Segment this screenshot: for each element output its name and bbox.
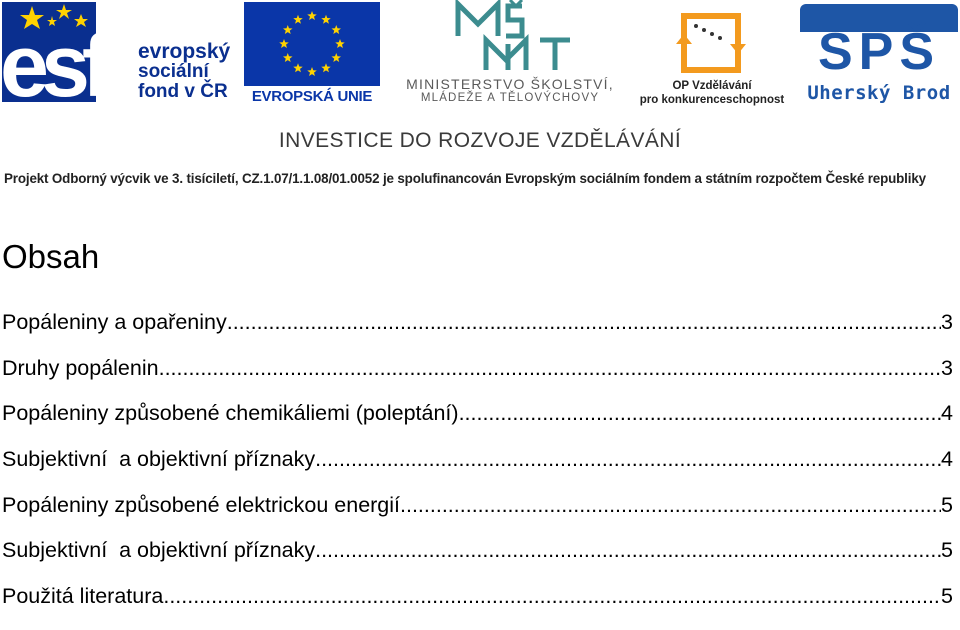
eu-star-icon (279, 39, 289, 48)
toc-entry[interactable] (2, 310, 953, 356)
toc-entry-page: 3 (941, 355, 953, 380)
toc-list (2, 310, 953, 630)
toc-entry-page: 4 (941, 401, 953, 426)
eu-star-icon (335, 39, 345, 48)
esf-text (138, 42, 240, 102)
op-line1: OP Vzdělávání (672, 80, 752, 92)
toc-entry-label: Popáleniny a opařeniny (2, 310, 227, 334)
toc-entry-label: Subjektivní a objektivní příznaky (2, 447, 316, 472)
toc-leader (315, 538, 941, 563)
toc-entry-page: 3 (941, 310, 953, 334)
toc-entry[interactable] (2, 493, 953, 539)
esf-line: sociální (138, 61, 209, 82)
eu-star-icon (331, 25, 341, 34)
sps-logo (800, 0, 958, 108)
toc-leader (227, 310, 941, 335)
toc-leader (459, 401, 941, 426)
eu-star-icon (293, 15, 303, 24)
toc-entry-label: Popáleniny způsobené elektrickou energií (2, 492, 401, 517)
toc-entry-page: 5 (941, 584, 953, 609)
toc-title: Obsah (2, 238, 100, 275)
toc-entry-page: 4 (941, 447, 953, 472)
toc-entry-label: Použitá literatura (2, 584, 164, 609)
eu-logo (244, 2, 380, 106)
eu-star-icon (283, 53, 293, 62)
toc-entry-page: 5 (941, 492, 953, 517)
op-arrows-icon (676, 6, 746, 82)
toc-entry[interactable] (2, 447, 953, 493)
op-line2: pro konkurenceschopnost (639, 94, 785, 106)
eu-star-icon (321, 15, 331, 24)
toc-entry[interactable] (2, 538, 953, 584)
eu-star-icon (283, 25, 293, 34)
eu-caption: EVROPSKÁ UNIE (251, 88, 373, 105)
eu-star-icon (293, 63, 303, 72)
eu-star-icon (331, 53, 341, 62)
eu-flag (244, 2, 380, 86)
toc-entry[interactable] (2, 401, 953, 447)
msmt-logo (390, 0, 630, 108)
toc-entry[interactable] (2, 584, 953, 630)
sps-letters: SPŠ (817, 23, 941, 81)
eu-star-icon (307, 11, 317, 20)
esf-big-text: esf (0, 16, 104, 115)
esf-line: evropský (138, 40, 231, 63)
eu-star-icon (307, 67, 317, 76)
esf-line: fond v ČR (138, 81, 228, 102)
msmt-line2: MLÁDEŽE A TĚLOVÝCHOVY (420, 92, 600, 104)
msmt-line1: MINISTERSTVO ŠKOLSTVÍ, (406, 76, 614, 92)
toc-entry-label: Popáleniny způsobené chemikáliemi (poleptání) (2, 401, 459, 426)
esf-mark (0, 16, 104, 115)
toc-entry-page: 5 (941, 538, 953, 563)
esf-logo (0, 0, 240, 115)
sps-city: Uherský Brod (807, 82, 951, 104)
project-statement: Projekt Odborný výcvik ve 3. tisíciletí, CZ.1.07/1.1.08/01.0052 je spolufinancován Evropským sociálním fondem a státním rozpočtem České republiky (4, 171, 926, 186)
toc-leader (315, 447, 941, 472)
investice-heading: INVESTICE DO ROZVOJE VZDĚLÁVÁNÍ (278, 129, 682, 152)
toc-entry-label: Druhy popálenin (2, 355, 159, 380)
toc-leader (159, 356, 941, 381)
op-logo (636, 0, 788, 108)
toc-entry[interactable] (2, 356, 953, 402)
msmt-mark-icon (390, 0, 630, 74)
toc-leader (163, 584, 941, 609)
toc-leader (400, 493, 941, 518)
eu-star-icon (321, 63, 331, 72)
toc-entry-label: Subjektivní a objektivní příznaky (2, 538, 316, 563)
